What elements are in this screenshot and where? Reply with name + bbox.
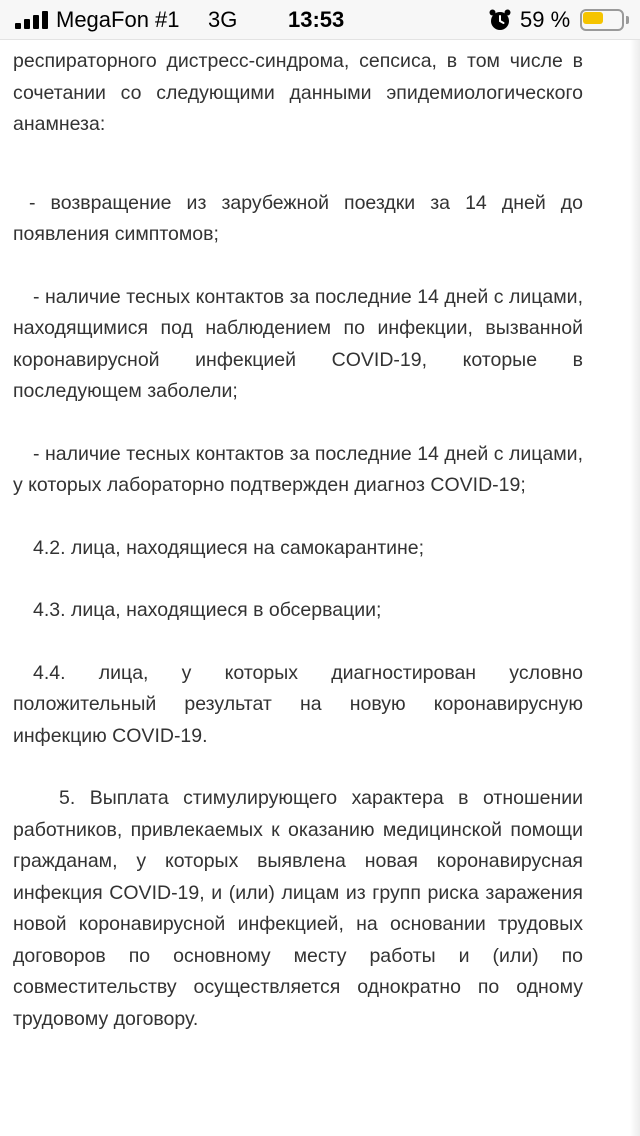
carrier-name: MegaFon #1 — [56, 7, 180, 32]
paragraph-close-contacts-observation: - наличие тесных контактов за последние 14 дней с лицами, находящимися под наблюдением по инфекции, вызванной коронавирусной инфекцией COVID-19, которые в последующем заболели; — [13, 285, 583, 402]
paragraph-4-2-self-quarantine: 4.2. лица, находящиеся на самокарантине; — [33, 536, 425, 559]
paragraph-epidemiological-intro: респираторного дистресс-синдрома, сепсиса, в том числе в сочетании со следующими данными эпидемиологического анамнеза: — [13, 50, 583, 135]
battery-icon — [580, 9, 632, 31]
network-type: 3G — [208, 7, 238, 32]
paragraph-4-3-observation: 4.3. лица, находящиеся в обсервации; — [33, 599, 382, 621]
article-body — [13, 32, 583, 1035]
alarm-clock-icon — [488, 8, 512, 32]
paragraph-4-4-positive-result: 4.4. лица, у которых диагностирован условно положительный результат на новую коронавирусную инфекцию COVID-19. — [13, 661, 583, 747]
paragraph-close-contacts-confirmed: - наличие тесных контактов за последние 14 дней с лицами, у которых лабораторно подтвержден диагноз COVID-19; — [13, 442, 583, 496]
battery-level-fill — [583, 12, 603, 24]
status-bar — [0, 0, 640, 40]
battery-percentage: 59 % — [520, 7, 571, 32]
signal-strength-icon — [15, 11, 49, 29]
clock: 13:53 — [288, 7, 345, 32]
paragraph-travel-return: - возвращение из зарубежной поездки за 14 дней до появления симптомов; — [13, 191, 583, 245]
page-edge-shadow — [630, 40, 640, 1136]
paragraph-5-incentive-payment: 5. Выплата стимулирующего характера в отношении работников, привлекаемых к оказанию медицинской помощи гражданам, у которых выявлена новая коронавирусная инфекция COVID-19, и (или) лицам из групп риска заражения новой коронавирусной инфекцией, на основании трудовых договоров по основному месту работы и (или) по совместительству осуществляется однократно по одному трудовому договору. — [13, 787, 583, 1030]
